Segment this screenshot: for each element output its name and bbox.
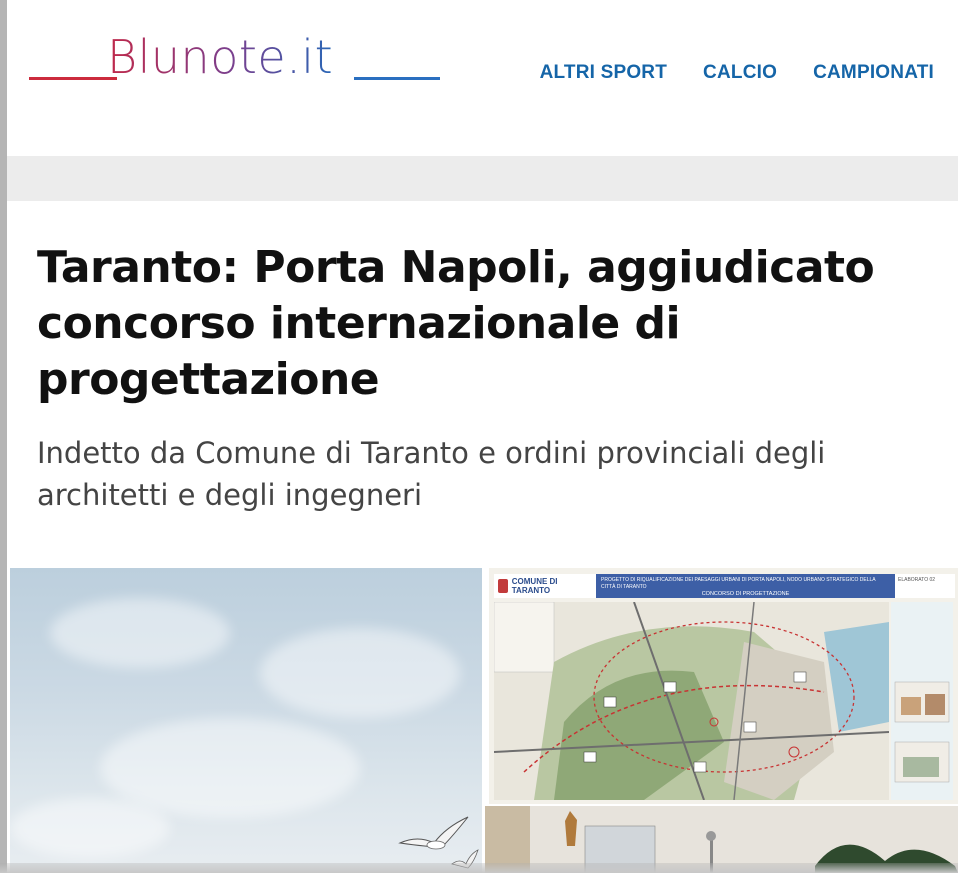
logo-line-right (354, 77, 440, 80)
board-side-sketches (891, 602, 953, 800)
project-board-image[interactable] (489, 568, 958, 804)
nav-item-calcio[interactable]: CALCIO (703, 62, 778, 83)
ad-strip (7, 156, 958, 201)
site-logo[interactable] (29, 28, 439, 88)
board-tag: ELABORATO 02 (895, 574, 955, 598)
board-header (494, 574, 955, 598)
masterplan-map (494, 602, 889, 800)
board-logo-text: COMUNE DI TARANTO (511, 577, 558, 595)
article-subtitle: Indetto da Comune di Taranto e ordini provinciali degli architetti e degli ingegneri (37, 436, 826, 512)
article-title: Taranto: Porta Napoli, aggiudicato concorso internazionale di progettazione (37, 242, 875, 405)
cloud-shape (10, 798, 170, 858)
cloud-shape (260, 628, 460, 718)
cloud-shape (50, 598, 230, 668)
nav-item-altri-sport[interactable]: ALTRI SPORT (539, 62, 668, 83)
board-band-line1: PROGETTO DI RIQUALIFICAZIONE DEI PAESAGGI URBANI DI PORTA NAPOLI, NODO URBANO STRATEGICO DELLA CITTÀ DI TARANTO (601, 577, 876, 590)
bottom-scroll-shade (0, 863, 958, 873)
board-side-panel (891, 602, 953, 800)
hero-image-sky[interactable] (10, 568, 482, 873)
board-band (596, 574, 895, 598)
main-nav (540, 62, 934, 84)
crest-icon (498, 579, 508, 593)
browser-left-edge (0, 0, 7, 873)
logo-line-left (29, 77, 117, 80)
board-band-line2: CONCORSO DI PROGETTAZIONE (701, 591, 790, 597)
site-header (7, 0, 958, 156)
nav-item-campionati[interactable]: CAMPIONATI (813, 62, 934, 83)
board-logo (494, 574, 596, 598)
logo-text: Blunote.it (107, 30, 334, 84)
cloud-shape (100, 718, 360, 818)
